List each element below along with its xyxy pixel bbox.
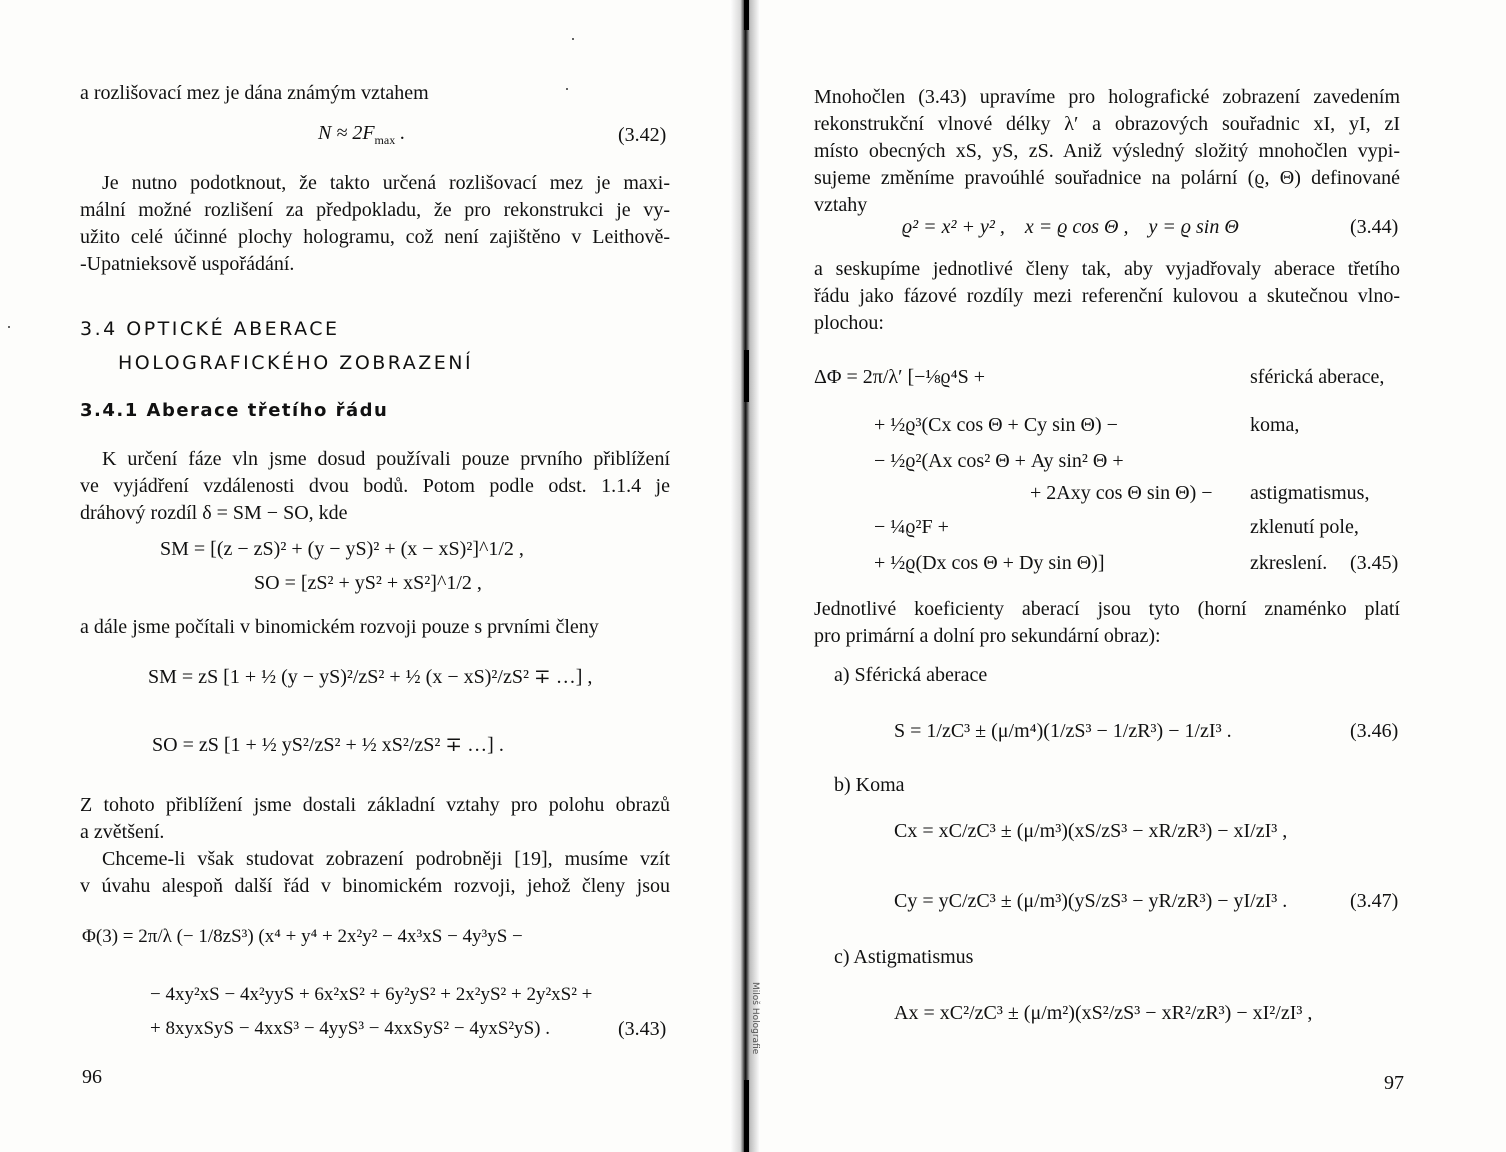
equation-so-exact: SO = [zS² + yS² + xS²]^1/2 , bbox=[254, 572, 482, 594]
scan-speck bbox=[572, 38, 574, 40]
label-astigmatism: c) Astigmatismus bbox=[834, 946, 974, 968]
equation-number-3-44: (3.44) bbox=[1350, 216, 1399, 238]
equation-3-45-line-5: − ¼ϱ²F + bbox=[874, 516, 949, 538]
equation-3-43-line-1: Φ(3) = 2π/λ (− 1/8zS³) (x⁴ + y⁴ + 2x²y² − 4x³xS − 4y³yS − bbox=[82, 926, 523, 947]
gutter-shadow-top bbox=[744, 0, 749, 30]
equation-3-43-line-3: + 8xyxSyS − 4xxS³ − 4yyS³ − 4xxSyS² − 4yxS²yS) . bbox=[150, 1018, 550, 1039]
text-line: Mnohočlen (3.43) upravíme pro holografické zobrazení zavedením bbox=[814, 86, 1400, 108]
text-line: sujeme změníme pravoúhlé souřadnice na polární (ϱ, Θ) definované bbox=[814, 167, 1400, 189]
equation-3-43-line-2: − 4xy²xS − 4x²yyS + 6x²xS² + 6y²yS² + 2x²yS² + 2y²xS² + bbox=[150, 984, 593, 1005]
equation-3-45-line-1: ΔΦ = 2π/λ′ [−⅛ϱ⁴S + bbox=[814, 366, 985, 388]
aberration-label-astigmatism: astigmatismus, bbox=[1250, 482, 1370, 504]
equation-3-42: $N \approx 2F_{max}$ . bbox=[318, 122, 406, 147]
equation-sm-series: SM = zS [1 + ½ (y − yS)²/zS² + ½ (x − xS)²/zS² ∓ …] , bbox=[148, 666, 593, 688]
text-line: Z tohoto přiblížení jsme dostali základní vztahy pro polohu obrazů bbox=[80, 794, 670, 816]
equation-3-45-line-4: + 2Axy cos Θ sin Θ) − bbox=[1030, 482, 1213, 504]
paragraph-grouping bbox=[814, 256, 1400, 337]
equation-number-3-42: (3.42) bbox=[618, 124, 667, 146]
intro-line: a rozlišovací mez je dána známým vztahem bbox=[80, 82, 429, 104]
equation-ax: Ax = xC²/zC³ ± (μ/m²)(xS²/zS³ − xR²/zR³) − xI²/zI³ , bbox=[894, 1002, 1313, 1024]
paragraph-binomial: a dále jsme počítali v binomickém rozvoji pouze s prvními členy bbox=[80, 616, 599, 638]
text-line: -Upatnieksově uspořádání. bbox=[80, 253, 295, 275]
equation-3-44: ϱ² = x² + y² , x = ϱ cos Θ , y = ϱ sin Θ bbox=[902, 216, 1239, 238]
text-line: a zvětšení. bbox=[80, 821, 165, 843]
aberration-label-coma: koma, bbox=[1250, 414, 1300, 436]
scan-speck bbox=[8, 326, 10, 328]
paragraph-detail bbox=[80, 846, 670, 900]
text-line: Chceme-li však studovat zobrazení podrobněji [19], musíme vzít bbox=[102, 848, 670, 870]
equation-number-3-45: (3.45) bbox=[1350, 552, 1399, 574]
section-heading-line-1: 3.4 OPTICKÉ ABERACE bbox=[80, 318, 340, 340]
aberration-label-spherical: sférická aberace, bbox=[1250, 366, 1385, 388]
equation-cy: Cy = yC/zC³ ± (μ/m³)(yS/zS³ − yR/zR³) − yI/zI³ . bbox=[894, 890, 1288, 912]
equation-3-45-line-2: + ½ϱ³(Cx cos Θ + Cy sin Θ) − bbox=[874, 414, 1118, 436]
label-spherical-aberration: a) Sférická aberace bbox=[834, 664, 988, 686]
text-line: řádu jako fázové rozdíly mezi referenční kulovou a skutečnou vlno- bbox=[814, 285, 1400, 307]
page-number-right: 97 bbox=[1384, 1072, 1404, 1094]
text-line: vztahy bbox=[814, 194, 868, 216]
section-heading-line-2: HOLOGRAFICKÉHO ZOBRAZENÍ bbox=[118, 352, 474, 374]
aberration-label-distortion: zkreslení. bbox=[1250, 552, 1328, 574]
paragraph-coefficients bbox=[814, 596, 1400, 650]
gutter-shadow-mid bbox=[744, 350, 749, 402]
spine-text: Miloš Holografie bbox=[750, 981, 760, 1055]
label-coma: b) Koma bbox=[834, 774, 905, 796]
gutter-shadow-bottom bbox=[744, 1080, 749, 1152]
text-line: K určení fáze vln jsme dosud používali pouze prvního přiblížení bbox=[102, 448, 670, 470]
text-line: pro primární a dolní pro sekundární obraz): bbox=[814, 625, 1161, 647]
equation-number-3-43: (3.43) bbox=[618, 1018, 667, 1040]
paragraph-polynomial bbox=[814, 84, 1400, 219]
paragraph-phase bbox=[80, 446, 670, 527]
text-line: dráhový rozdíl δ = SM − SO, kde bbox=[80, 502, 348, 524]
text-line: mální možné rozlišení za předpokladu, že pro rekonstrukci je vy- bbox=[80, 199, 670, 221]
equation-3-45-line-6: + ½ϱ(Dx cos Θ + Dy sin Θ)] bbox=[874, 552, 1105, 574]
text-line: Jednotlivé koeficienty aberací jsou tyto (horní znaménko platí bbox=[814, 598, 1400, 620]
subsection-heading: 3.4.1 Aberace třetího řádu bbox=[80, 400, 389, 421]
text-line: místo obecných xS, yS, zS. Aniž výsledný složitý mnohočlen vypi- bbox=[814, 140, 1400, 162]
text-line: plochou: bbox=[814, 312, 884, 334]
text-line: a seskupíme jednotlivé členy tak, aby vyjadřovaly aberace třetího bbox=[814, 258, 1400, 280]
equation-3-46: S = 1/zC³ ± (μ/m⁴)(1/zS³ − 1/zR³) − 1/zI³ . bbox=[894, 720, 1232, 742]
paragraph-resolution bbox=[80, 170, 670, 278]
aberration-label-field-curvature: zklenutí pole, bbox=[1250, 516, 1359, 538]
equation-number-3-47: (3.47) bbox=[1350, 890, 1399, 912]
text-line: užito celé účinné plochy hologramu, což není zajištěno v Leithově- bbox=[80, 226, 670, 248]
text-line: Je nutno podotknout, že takto určená rozlišovací mez je maxi- bbox=[102, 172, 670, 194]
paragraph-result bbox=[80, 792, 670, 846]
page-number-left: 96 bbox=[82, 1066, 102, 1088]
equation-number-3-46: (3.46) bbox=[1350, 720, 1399, 742]
equation-so-series: SO = zS [1 + ½ yS²/zS² + ½ xS²/zS² ∓ …] . bbox=[152, 734, 504, 756]
equation-sm-exact: SM = [(z − zS)² + (y − yS)² + (x − xS)²]^1/2 , bbox=[160, 538, 524, 560]
text-line: rekonstrukční vlnové délky λ′ a obrazových souřadnic xI, yI, zI bbox=[814, 113, 1400, 135]
equation-cx: Cx = xC/zC³ ± (μ/m³)(xS/zS³ − xR/zR³) − xI/zI³ , bbox=[894, 820, 1288, 842]
scan-speck bbox=[566, 88, 568, 90]
equation-3-45-line-3: − ½ϱ²(Ax cos² Θ + Ay sin² Θ + bbox=[874, 450, 1124, 472]
text-line: v úvahu alespoň další řád v binomickém rozvoji, jehož členy jsou bbox=[80, 875, 670, 897]
text-line: ve vyjádření vzdálenosti dvou bodů. Potom podle odst. 1.1.4 je bbox=[80, 475, 670, 497]
